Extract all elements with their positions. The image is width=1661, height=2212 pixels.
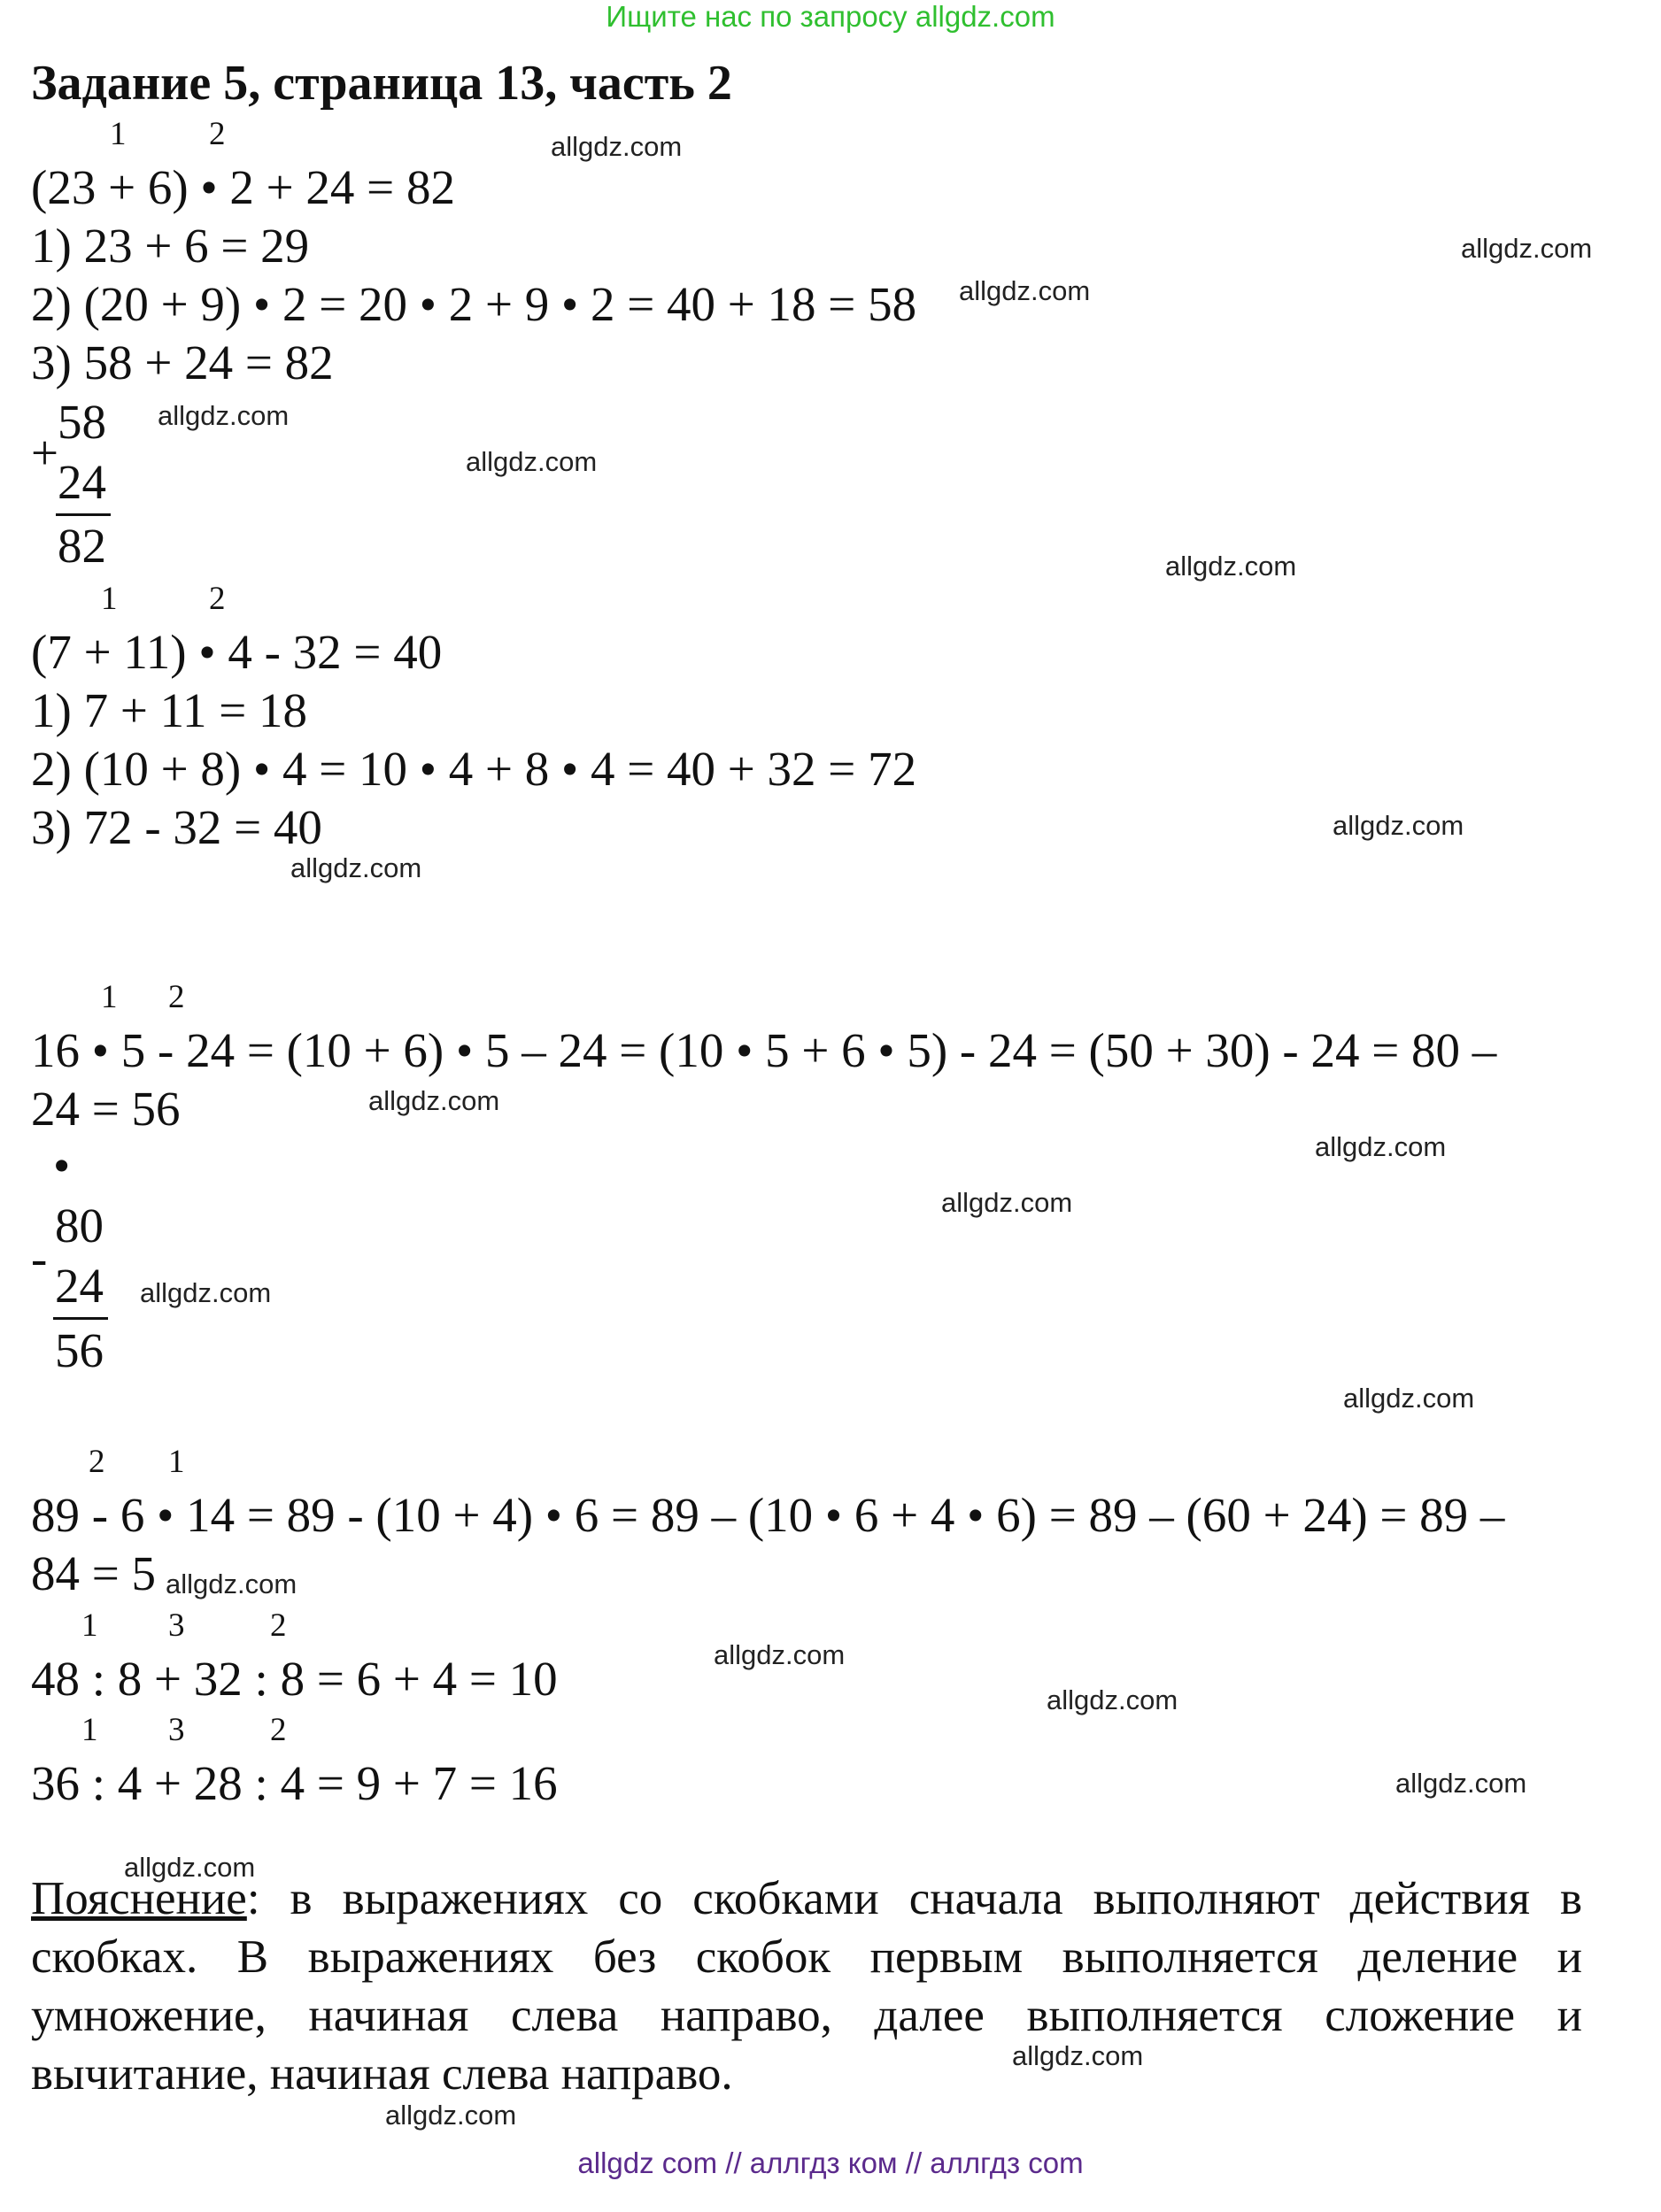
watermark: allgdz.com (941, 1187, 1073, 1218)
expression: (23 + 6) • 2 + 24 = 82 (31, 160, 455, 214)
order-mark: 1 (110, 116, 127, 152)
watermark: allgdz.com (1395, 1768, 1527, 1799)
column-top: 58 (58, 395, 106, 449)
column-rule (56, 513, 111, 516)
footer: allgdz com // аллгдз ком // аллгдз com (577, 2146, 1084, 2179)
step-2: 2) (10 + 8) • 4 = 10 • 4 + 8 • 4 = 40 + 32 = 72 (31, 742, 917, 796)
watermark: allgdz.com (1315, 1131, 1447, 1162)
explanation-paragraph (31, 1869, 1582, 2103)
watermark: allgdz.com (290, 852, 422, 883)
step-3: 3) 58 + 24 = 82 (31, 335, 334, 389)
watermark: allgdz.com (368, 1085, 500, 1116)
expression-line-2: 24 = 56 (31, 1082, 181, 1136)
step-3: 3) 72 - 32 = 40 (31, 800, 322, 854)
expression: 36 : 4 + 28 : 4 = 9 + 7 = 16 (31, 1756, 558, 1810)
page-title: Задание 5, страница 13, часть 2 (31, 56, 732, 111)
column-result: 56 (55, 1323, 104, 1377)
column-sign: + (31, 426, 59, 480)
expression: (7 + 11) • 4 - 32 = 40 (31, 625, 443, 679)
watermark: allgdz.com (1165, 551, 1297, 582)
watermark: allgdz.com (959, 275, 1091, 306)
watermark: allgdz.com (466, 446, 598, 477)
watermark: allgdz.com (1012, 2040, 1144, 2071)
watermark: allgdz.com (1343, 1383, 1475, 1414)
order-mark: 3 (168, 1607, 185, 1644)
watermark: allgdz.com (1333, 810, 1464, 841)
step-2: 2) (20 + 9) • 2 = 20 • 2 + 9 • 2 = 40 + 18 = 58 (31, 277, 917, 331)
column-sign: - (31, 1231, 48, 1285)
column-result: 82 (58, 519, 106, 573)
explanation-lead: Пояснение (31, 1873, 247, 1924)
watermark: allgdz.com (551, 131, 683, 162)
order-mark: 2 (270, 1607, 287, 1644)
watermark: allgdz.com (140, 1277, 272, 1308)
order-mark: 1 (101, 581, 118, 617)
order-mark: 2 (168, 979, 185, 1015)
column-bottom: 24 (58, 455, 106, 509)
order-mark: 1 (81, 1712, 98, 1748)
order-mark: 1 (168, 1444, 185, 1480)
watermark: allgdz.com (158, 400, 290, 431)
expression-line-1: 16 • 5 - 24 = (10 + 6) • 5 – 24 = (10 • 5 + 6 • 5) - 24 = (50 + 30) - 24 = 80 – (31, 1023, 1497, 1077)
expression-line-2: 84 = 5 (31, 1546, 157, 1600)
watermark: allgdz.com (1461, 233, 1593, 264)
watermark: allgdz.com (166, 1568, 297, 1599)
step-1: 1) 7 + 11 = 18 (31, 683, 308, 737)
top-banner: Ищите нас по запросу allgdz.com (606, 0, 1055, 33)
order-mark: 3 (168, 1712, 185, 1748)
watermark: allgdz.com (124, 1852, 256, 1883)
order-mark: 1 (81, 1607, 98, 1644)
bullet-mark: • (53, 1138, 71, 1192)
order-mark: 1 (101, 979, 118, 1015)
watermark: allgdz.com (1047, 1684, 1178, 1715)
column-top: 80 (55, 1198, 104, 1252)
order-mark: 2 (209, 581, 226, 617)
explanation-text: : в выражениях со скобками сначала выполняют действия в скобках. В выражениях без скобок первым выполняется деление и умножение, начиная слева направо, далее выполняется сложение и вычитание, начиная слева направо. (31, 1873, 1582, 2100)
expression-line-1: 89 - 6 • 14 = 89 - (10 + 4) • 6 = 89 – (10 • 6 + 4 • 6) = 89 – (60 + 24) = 89 – (31, 1488, 1505, 1542)
order-mark: 2 (89, 1444, 105, 1480)
expression: 48 : 8 + 32 : 8 = 6 + 4 = 10 (31, 1652, 558, 1706)
order-mark: 2 (270, 1712, 287, 1748)
watermark: allgdz.com (714, 1639, 846, 1670)
step-1: 1) 23 + 6 = 29 (31, 219, 310, 273)
column-bottom: 24 (55, 1259, 104, 1313)
column-rule (53, 1317, 108, 1320)
order-mark: 2 (209, 116, 226, 152)
watermark: allgdz.com (385, 2100, 517, 2131)
